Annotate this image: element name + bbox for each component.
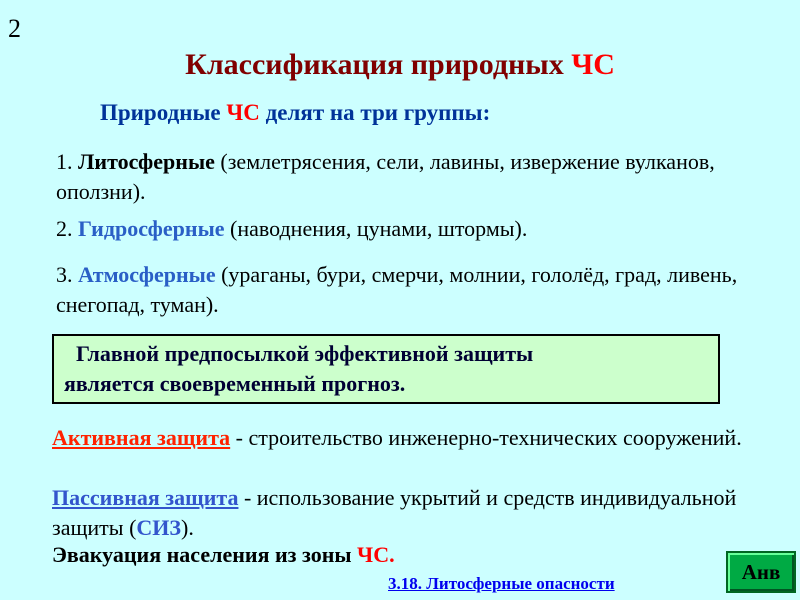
evacuation-text: Эвакуация населения из зоны [52, 542, 358, 567]
passive-protection [52, 483, 772, 543]
slide-number: 2 [8, 14, 21, 43]
active-protection [52, 423, 772, 453]
page-title [0, 48, 800, 82]
item-description: (ураганы, бури, смерчи, молнии, гололёд, град, ливень, снегопад, туман). [56, 262, 738, 317]
forecast-note-box [52, 334, 720, 404]
note-line-1: Главной предпосылкой эффективной защиты [76, 341, 534, 366]
note-line-2: является своевременный прогноз. [64, 371, 406, 396]
nav-button[interactable]: Анв [726, 551, 796, 593]
item-number: 3. [56, 262, 78, 287]
lithosphere-dangers-link[interactable]: 3.18. Литосферные опасности [388, 574, 615, 593]
evacuation-line [52, 542, 395, 568]
intro-accent: ЧС [226, 100, 260, 125]
passive-protection-text: - использование укрытий и средств индивидуальной защиты ( [52, 485, 737, 540]
intro-after: делят на три группы: [259, 100, 491, 125]
title-main: Классификация природных [185, 48, 572, 81]
active-protection-text: - строительство инженерно-технических сооружений. [230, 425, 742, 450]
item-term: Гидросферные [78, 216, 225, 241]
intro-before: Природные [100, 100, 227, 125]
list-item-lithosphere [56, 147, 756, 207]
item-number: 2. [56, 216, 78, 241]
evacuation-accent: ЧС. [357, 542, 395, 567]
item-term: Атмосферные [78, 262, 216, 287]
list-item-hydrosphere [56, 214, 756, 244]
passive-protection-end: ). [181, 515, 194, 540]
intro-line [100, 100, 490, 126]
item-number: 1. [56, 149, 78, 174]
active-protection-label[interactable]: Активная защита [52, 425, 231, 450]
list-item-atmosphere [56, 260, 756, 320]
item-description: (наводнения, цунами, штормы). [224, 216, 528, 241]
item-description: (землетрясения, сели, лавины, извержение вулканов, оползни). [56, 149, 715, 204]
passive-protection-label[interactable]: Пассивная защита [52, 485, 239, 510]
item-term: Литосферные [78, 149, 215, 174]
siz-abbreviation: СИЗ [136, 515, 182, 540]
title-accent: ЧС [571, 48, 615, 81]
